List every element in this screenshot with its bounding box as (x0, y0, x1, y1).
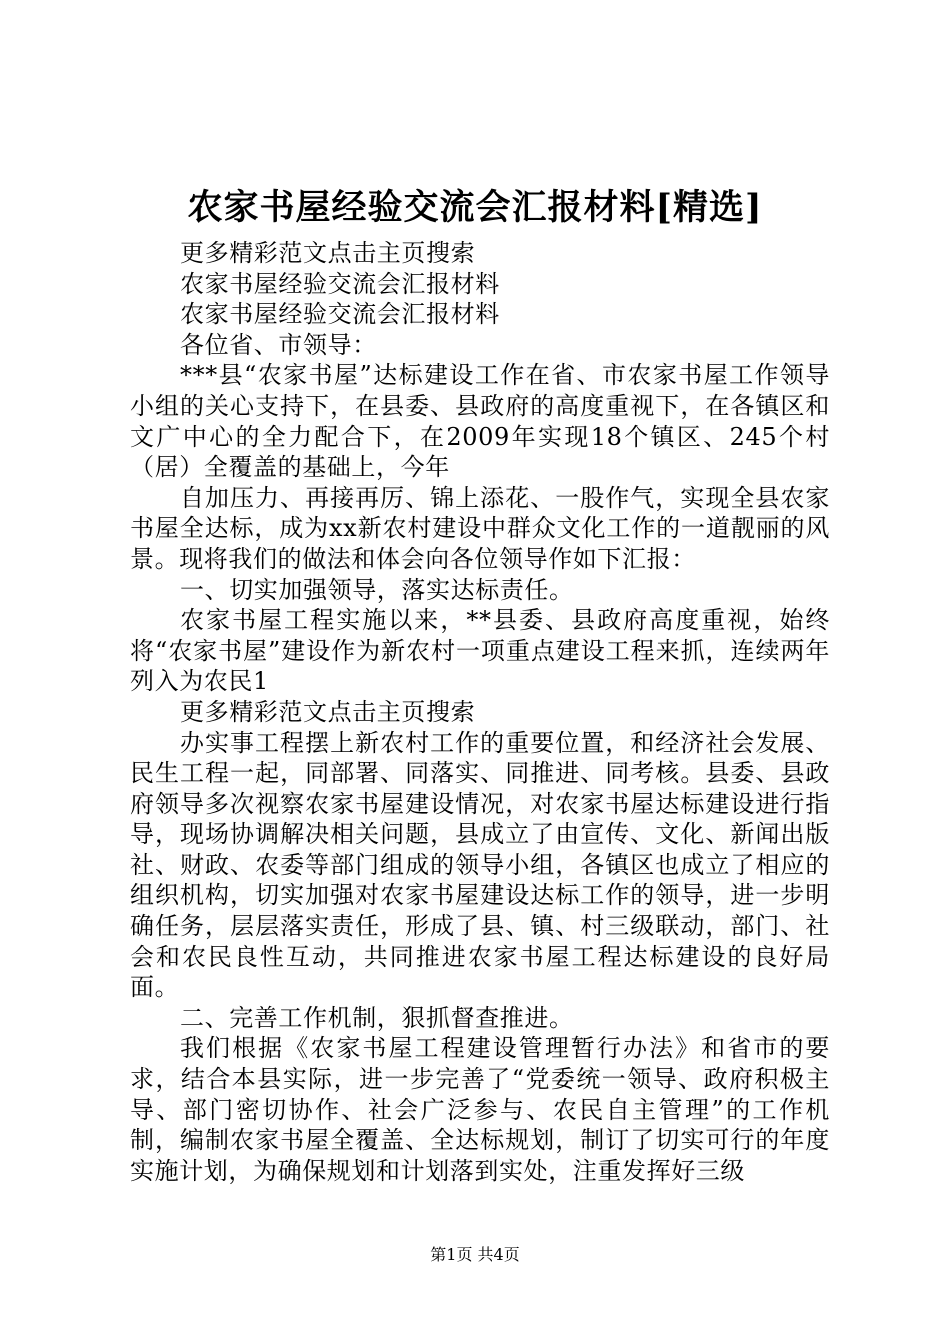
paragraph: 农家书屋经验交流会汇报材料 (180, 300, 500, 329)
document-title: 农家书屋经验交流会汇报材料[精选] (187, 187, 763, 228)
document-body (130, 238, 830, 1186)
paragraph: 农家书屋工程实施以来，**县委、县政府高度重视，始终将“农家书屋”建设作为新农村一项重点建设工程来抓，连续两年列入为农民1 (130, 606, 830, 696)
paragraph: 更多精彩范文点击主页搜索 (180, 239, 476, 267)
paragraph: 一、切实加强领导，落实达标责任。 (180, 575, 574, 604)
paragraph: 更多精彩范文点击主页搜索 (180, 697, 476, 726)
paragraph: 二、完善工作机制，狠抓督查推进。 (180, 1003, 574, 1032)
paragraph: ***县“农家书屋”达标建设工作在省、市农家书屋工作领导小组的关心支持下，在县委、县政府的高度重视下，在各镇区和文广中心的全力配合下，在2009年实现18个镇区、245个村（居）全覆盖的基础上，今年 (130, 361, 830, 482)
page-footer: 第1页 共4页 (430, 1245, 520, 1264)
paragraph: 各位省、市领导： (180, 330, 377, 359)
paragraph: 自加压力、再接再厉、锦上添花、一股作气，实现全县农家书屋全达标，成为xx新农村建设中群众文化工作的一道靓丽的风景。现将我们的做法和体会向各位领导作如下汇报： (130, 483, 830, 573)
paragraph: 我们根据《农家书屋工程建设管理暂行办法》和省市的要求，结合本县实际，进一步完善了“党委统一领导、政府积极主导、部门密切协作、社会广泛参与、农民自主管理”的工作机制，编制农家书屋全覆盖、全达标规划，制订了切实可行的年度实施计划，为确保规划和计划落到实处，注重发挥好三级 (130, 1034, 830, 1185)
paragraph: 农家书屋经验交流会汇报材料 (180, 269, 500, 298)
paragraph: 办实事工程摆上新农村工作的重要位置，和经济社会发展、民生工程一起，同部署、同落实、同推进、同考核。县委、县政府领导多次视察农家书屋建设情况，对农家书屋达标建设进行指导，现场协调解决相关问题，县成立了由宣传、文化、新闻出版社、财政、农委等部门组成的领导小组，各镇区也成立了相应的组织机构，切实加强对农家书屋建设达标工作的领导，进一步明确任务，层层落实责任，形成了县、镇、村三级联动，部门、社会和农民良性互动，共同推进农家书屋工程达标建设的良好局面。 (130, 728, 830, 1002)
